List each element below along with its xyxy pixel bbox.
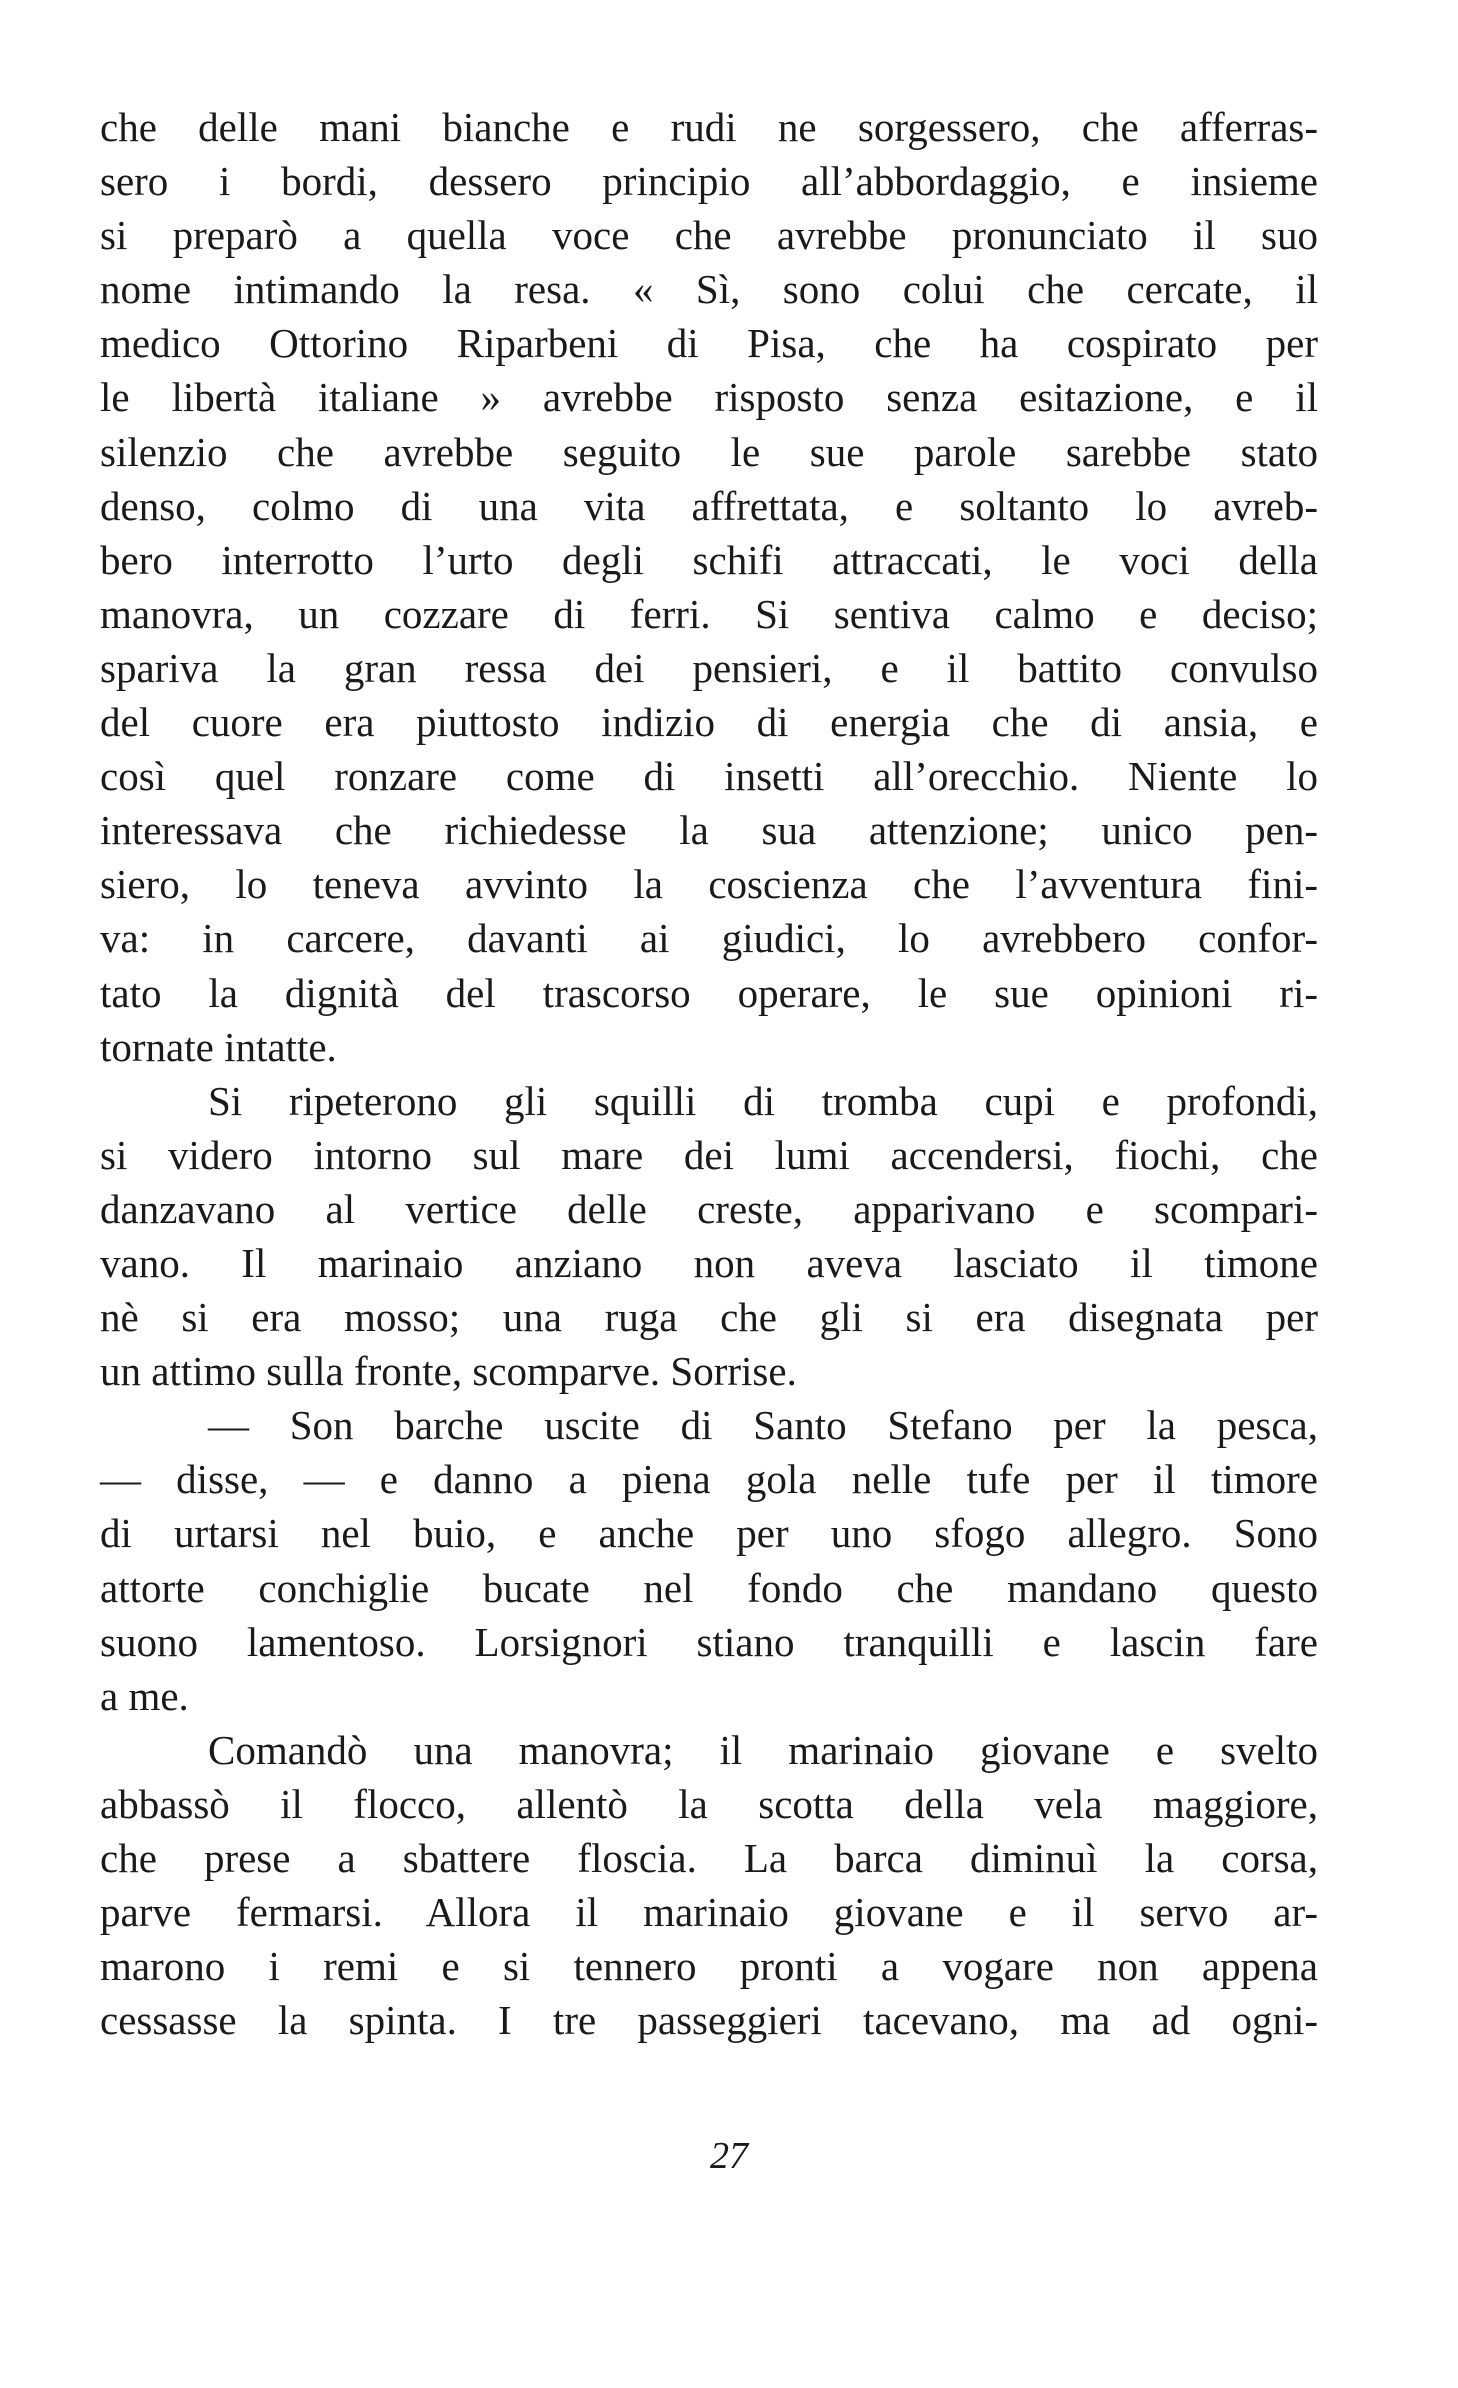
paragraph-end-line: tornate intatte. [100,1023,337,1070]
paragraph-end-line: a me. [100,1672,189,1719]
text-line: che delle mani bianche e rudi ne sorgessero, che afferras- [100,104,1318,150]
text-line: parve fermarsi. Allora il marinaio giovane e il servo ar- [100,1889,1318,1936]
body-text [100,100,1318,2047]
text-line: si videro intorno sul mare dei lumi accendersi, fiochi, che [100,1131,1318,1178]
text-line: così quel ronzare come di insetti all’orecchio. Niente lo [100,753,1318,800]
text-line: che prese a sbattere floscia. La barca diminuì la corsa, [100,1835,1318,1881]
text-line: manovra, un cozzare di ferri. Si sentiva calmo e deciso; [100,590,1318,637]
text-line: cessasse la spinta. I tre passeggieri tacevano, ma ad ogni- [100,1997,1318,2044]
text-line: — disse, — e danno a piena gola nelle tufe per il timore [100,1456,1318,1503]
text-line: attorte conchiglie bucate nel fondo che mandano questo [100,1564,1318,1611]
text-line: interessava che richiedesse la sua attenzione; unico pen- [100,807,1318,854]
page-number: 27 [710,2135,748,2177]
text-line: silenzio che avrebbe seguito le sue parole sarebbe stato [100,428,1318,475]
paragraph-end-line: un attimo sulla fronte, scomparve. Sorrise. [100,1348,797,1395]
text-line: vano. Il marinaio anziano non aveva lasciato il timone [100,1239,1318,1286]
text-line: abbassò il flocco, allentò la scotta della vela maggiore, [100,1780,1318,1827]
text-line: nè si era mosso; una ruga che gli si era disegnata per [100,1294,1318,1341]
text-line: tato la dignità del trascorso operare, le sue opinioni ri- [100,969,1318,1016]
paragraph-start-line: Si ripeterono gli squilli di tromba cupi e profondi, [208,1077,1318,1124]
text-line: marono i remi e si tennero pronti a vogare non appena [100,1943,1318,1990]
text-line: medico Ottorino Riparbeni di Pisa, che ha cospirato per [100,320,1318,367]
text-line: bero interrotto l’urto degli schifi attraccati, le voci della [100,536,1318,583]
text-line: del cuore era piuttosto indizio di energia che di ansia, e [100,699,1318,746]
text-line: suono lamentoso. Lorsignori stiano tranquilli e lascin fare [100,1618,1318,1665]
text-line: si preparò a quella voce che avrebbe pronunciato il suo [100,212,1318,259]
text-line: nome intimando la resa. « Sì, sono colui che cercate, il [100,266,1318,313]
text-line: denso, colmo di una vita affrettata, e soltanto lo avreb- [100,482,1318,529]
text-line: spariva la gran ressa dei pensieri, e il battito convulso [100,644,1318,691]
dialogue-start-line: — Son barche uscite di Santo Stefano per la pesca, [208,1402,1318,1449]
paragraph-start-line: Comandò una manovra; il marinaio giovane e svelto [208,1726,1318,1773]
text-line: siero, lo teneva avvinto la coscienza che l’avventura fini- [100,861,1318,908]
text-line: va: in carcere, davanti ai giudici, lo avrebbero confor- [100,915,1318,962]
text-line: danzavano al vertice delle creste, apparivano e scompari- [100,1185,1318,1232]
text-line: sero i bordi, dessero principio all’abbordaggio, e insieme [100,158,1318,205]
text-line: di urtarsi nel buio, e anche per uno sfogo allegro. Sono [100,1510,1318,1557]
text-line: le libertà italiane » avrebbe risposto senza esitazione, e il [100,374,1318,421]
